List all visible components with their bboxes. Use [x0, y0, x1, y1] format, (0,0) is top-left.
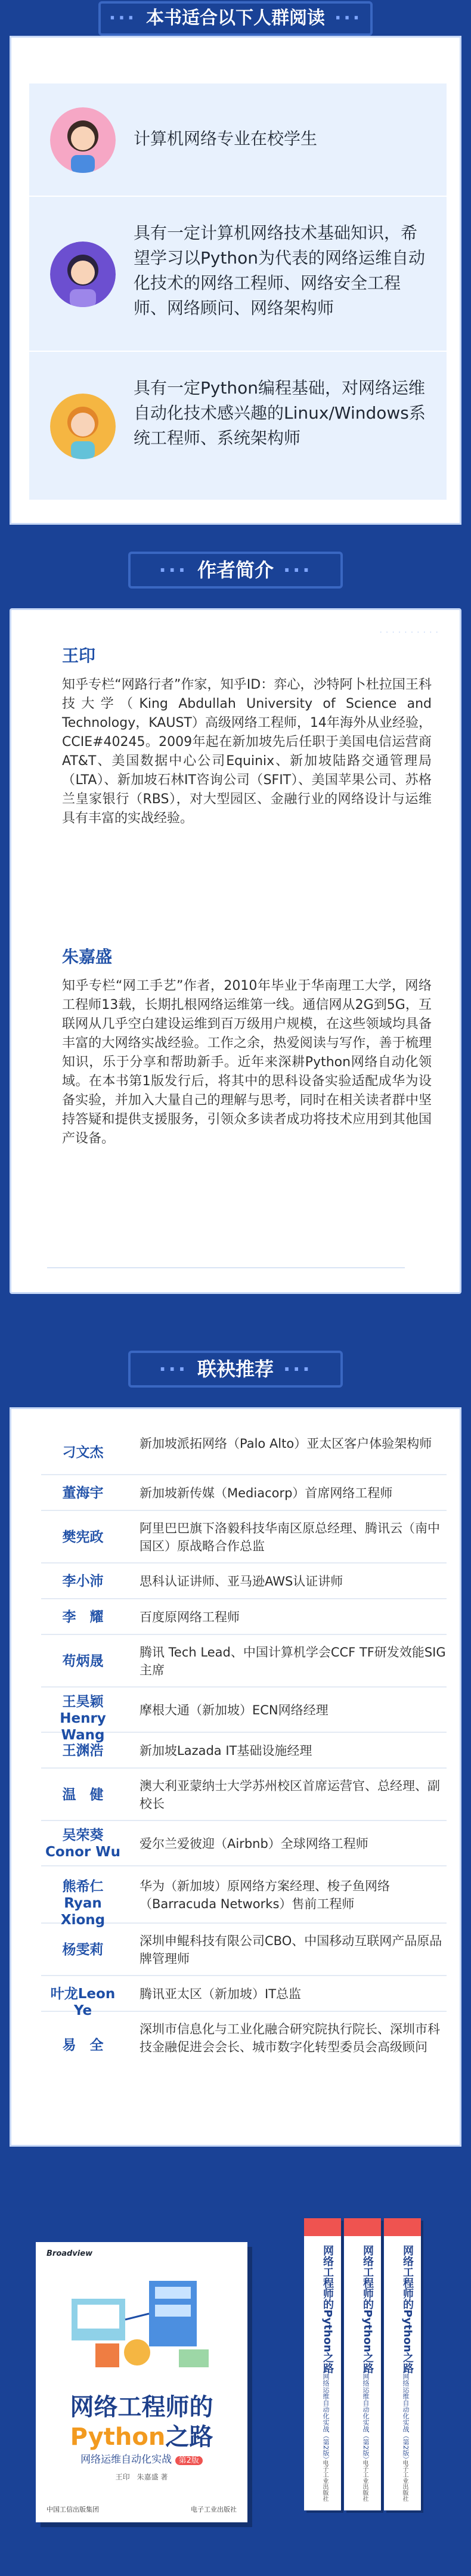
recommender-desc: 阿里巴巴旗下洛毅科技华南区原总经理、腾讯云（南中国区）原战略合作总监	[140, 1521, 440, 1553]
cover-illustration	[60, 2269, 224, 2373]
recommend-row	[41, 1563, 447, 1599]
publisher-name: 电子工业出版社	[191, 2506, 237, 2513]
recommender-desc: 摩根大通（新加坡）ECN网络经理	[140, 1703, 329, 1717]
spine-title: 网络工程师的Python之路	[361, 2245, 374, 2374]
publisher-group: 中国工信出版集团	[47, 2506, 99, 2513]
recommender-name: 王昊颖 Henry Wang	[60, 1694, 106, 1743]
recommender-name: 樊宪政	[62, 1530, 104, 1545]
recommender-name: 苟炳晟	[62, 1654, 104, 1669]
recommender-name: 吴荣葵 Conor Wu	[45, 1828, 120, 1860]
recommend-section	[0, 1312, 471, 2176]
spine-publisher: 电子工业出版社	[401, 2460, 408, 2501]
recommender-desc: 腾讯 Tech Lead、中国计算机学会CCF TF研发效能SIG主席	[140, 1645, 446, 1677]
recommender-name: 王渊浩	[62, 1743, 104, 1758]
recommend-card	[10, 1407, 461, 2147]
recommender-desc: 深圳市信息化与工业化融合研究院执行院长、深圳市科技金融促进会会长、城市数字化转型委员会高级顾问	[140, 2022, 440, 2054]
recommend-row	[41, 1599, 447, 1635]
recommender-desc: 新加坡新传媒（Mediacorp）首席网络工程师	[140, 1486, 393, 1500]
spine-subtitle: 网络运维自动化实战（第2版）	[402, 2373, 410, 2463]
publisher-brand: Broadview	[47, 2249, 93, 2258]
decorative-line	[47, 1267, 405, 1268]
audience-item-text: 具有一定Python编程基础，对网络运维自动化技术感兴趣的Linux/Windows系统工程师、系统架构师	[134, 378, 426, 448]
book-title-line2: Python之路	[70, 2423, 213, 2451]
audience-item-text: 计算机网络专业在校学生	[134, 129, 318, 148]
decorative-dots: ··········	[379, 628, 442, 637]
recommend-row	[41, 1866, 447, 1928]
author-bio: 知乎专栏“网路行者”作家，知乎ID：弈心，沙特阿卜杜拉国王科技大学（King Abdullah University of Science and Technology，KAUST）高级网络工程师，14年海外从业经验，CCIE#40245。2009年起在新加坡先后任职于美国电信运营商AT&T、美国数据中心公司Equinix、新加坡陆路交通管理局（LTA）、新加坡石林IT咨询公司（SFIT）、美国苹果公司、苏格兰皇家银行（RBS），对大型园区、金融行业的网络设计与运维具有丰富的实战经验。	[62, 677, 432, 826]
recommender-desc: 百度原网络工程师	[140, 1610, 240, 1624]
recommender-name: 熊希仁 Ryan Xiong	[60, 1879, 106, 1928]
recommend-row	[41, 1924, 447, 1976]
spine-title: 网络工程师的Python之路	[401, 2245, 414, 2374]
recommender-name: 叶龙Leon Ye	[50, 1986, 116, 2018]
recommend-row	[41, 1976, 447, 2018]
book-section	[0, 2176, 471, 2576]
recommend-row	[41, 1430, 447, 1475]
book-spine	[344, 2218, 381, 2510]
recommend-row	[41, 2012, 447, 2083]
section-title-authors: ··· 作者简介 ···	[128, 552, 343, 589]
recommender-name: 李小沛	[62, 1574, 104, 1589]
recommend-row	[41, 1688, 447, 1743]
sysadmin-avatar-icon	[50, 394, 116, 459]
recommend-row	[41, 1511, 447, 1563]
recommend-row	[41, 1821, 447, 1866]
student-avatar-icon	[50, 107, 116, 173]
edition-badge: 第2版	[175, 2456, 203, 2465]
audience-item	[29, 351, 447, 500]
recommender-desc: 腾讯亚太区（新加坡）IT总监	[140, 1987, 302, 2001]
audience-item	[29, 196, 447, 351]
spine-subtitle: 网络运维自动化实战（第2版）	[362, 2373, 370, 2463]
recommender-desc: 思科认证讲师、亚马逊AWS认证讲师	[140, 1574, 343, 1589]
recommend-row	[41, 1475, 447, 1511]
book-spine	[304, 2218, 341, 2510]
book-front-cover	[36, 2242, 247, 2522]
audience-item-text: 具有一定计算机网络技术基础知识，希望学习以Python为代表的网络运维自动化技术的网络工程师、网络安全工程师、网络顾问、网络架构师	[134, 223, 426, 318]
section-title-audience: ··· 本书适合以下人群阅读 ···	[98, 1, 373, 36]
author-name: 王印	[62, 646, 96, 665]
book-title-line1: 网络工程师的	[70, 2394, 213, 2421]
engineer-avatar-icon	[50, 242, 116, 307]
book-spine	[384, 2218, 421, 2510]
spine-publisher: 电子工业出版社	[321, 2460, 328, 2501]
authors-card	[10, 608, 461, 1294]
recommend-row	[41, 1733, 447, 1769]
book-subtitle: 网络运维自动化实战 第2版	[36, 2451, 247, 2466]
recommend-row	[41, 1635, 447, 1688]
recommender-desc: 新加坡Lazada IT基础设施经理	[140, 1744, 312, 1758]
recommender-name: 温 健	[62, 1787, 104, 1803]
spine-band-top	[384, 2218, 421, 2236]
spine-publisher: 电子工业出版社	[361, 2460, 368, 2501]
authors-section	[0, 537, 471, 1312]
spine-subtitle: 网络运维自动化实战（第2版）	[322, 2373, 330, 2463]
recommender-desc: 华为（新加坡）原网络方案经理、梭子鱼网络（Barracuda Networks）售前工程师	[140, 1879, 390, 1911]
audience-card	[10, 36, 461, 525]
recommender-name: 杨雯莉	[62, 1942, 104, 1958]
book-authors: 王印 朱嘉盛 著	[115, 2473, 168, 2481]
author-bio: 知乎专栏“网工手艺”作者，2010年毕业于华南理工大学，网络工程师13载，长期扎根网络运维第一线。通信网从2G到5G，互联网从几乎空白建设运维到百万级用户规模，在这些领域均具备丰富的大网络实战经验。工作之余，热爱阅读与写作，善于梳理知识，乐于分享和帮助新手。近年来深耕Python网络自动化领域。在本书第1版发行后，将其中的思科设备实验适配成华为设备实验，并加入大量自己的理解与思考，同时在相关读者群中坚持答疑和提供支援服务，引领众多读者成功将技术应用到其他国产设备。	[62, 979, 432, 1146]
audience-section	[0, 0, 471, 537]
recommender-name: 易 全	[62, 2038, 104, 2053]
recommender-name: 李 耀	[62, 1609, 104, 1625]
recommend-row	[41, 1769, 447, 1821]
recommender-desc: 深圳申鲲科技有限公司CBO、中国移动互联网产品原品牌管理师	[140, 1934, 442, 1966]
recommender-name: 刁文杰	[62, 1445, 104, 1460]
recommender-desc: 爱尔兰爱彼迎（Airbnb）全球网络工程师	[140, 1837, 368, 1851]
recommender-name: 董海宇	[62, 1485, 104, 1501]
spine-band-top	[344, 2218, 381, 2236]
audience-item	[29, 82, 447, 196]
section-title-recommend: ··· 联袂推荐 ···	[128, 1351, 343, 1388]
recommender-desc: 新加坡派拓网络（Palo Alto）亚太区客户体验架构师	[140, 1436, 432, 1451]
author-name: 朱嘉盛	[62, 947, 113, 967]
spine-title: 网络工程师的Python之路	[321, 2245, 334, 2374]
recommender-desc: 澳大利亚蒙纳士大学苏州校区首席运营官、总经理、副校长	[140, 1779, 440, 1811]
spine-band-top	[304, 2218, 341, 2236]
